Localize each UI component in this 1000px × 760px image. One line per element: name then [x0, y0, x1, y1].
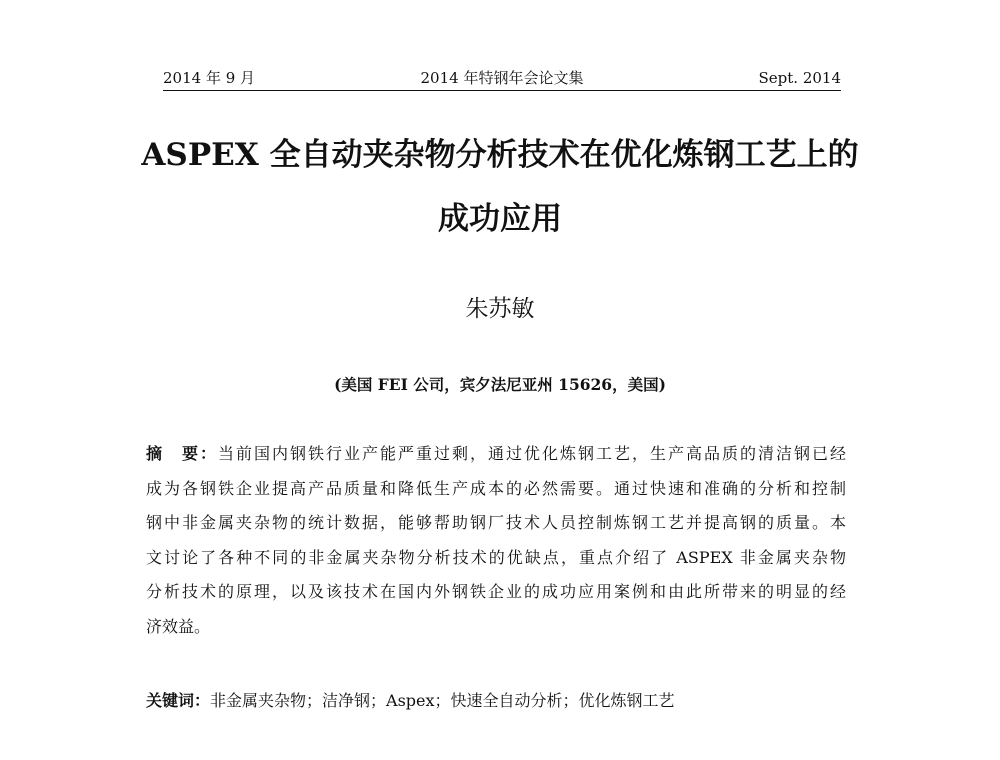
- keywords-text: 非金属夹杂物；洁净钢；Aspex；快速全自动分析；优化炼钢工艺: [210, 691, 675, 710]
- abstract-text: 当前国内钢铁行业产能严重过剩，通过优化炼钢工艺，生产高品质的清洁钢已经: [218, 444, 846, 463]
- author-affiliation: (美国 FEI 公司，宾夕法尼亚州 15626，美国): [334, 375, 666, 394]
- paper-title-line-2: 成功应用: [438, 201, 562, 237]
- paper-title-line-1: ASPEX 全自动夹杂物分析技术在优化炼钢工艺上的: [141, 137, 859, 173]
- abstract-line: 钢中非金属夹杂物的统计数据，能够帮助钢厂技术人员控制炼钢工艺并提高钢的质量。本: [146, 513, 846, 532]
- header-proceedings: 2014 年特钢年会论文集: [420, 69, 584, 87]
- author-name: 朱苏敏: [465, 296, 535, 322]
- header-date-cn: 2014 年 9 月: [163, 69, 256, 87]
- keywords: [146, 688, 846, 714]
- running-header: [163, 68, 841, 91]
- abstract-line: 分析技术的原理，以及该技术在国内外钢铁企业的成功应用案例和由此所带来的明显的经: [146, 582, 846, 601]
- header-date-en: Sept. 2014: [758, 69, 841, 87]
- abstract-line: 成为各钢铁企业提高产品质量和降低生产成本的必然需要。通过快速和准确的分析和控制: [146, 478, 846, 498]
- abstract-label: 摘: [146, 444, 182, 463]
- abstract-line: 济效益。: [146, 616, 211, 636]
- abstract: [146, 437, 846, 644]
- abstract-line: [146, 437, 846, 472]
- keywords-label: 关键词：: [146, 691, 211, 710]
- abstract-label-suffix: 要：: [182, 444, 218, 463]
- abstract-line: 文讨论了各种不同的非金属夹杂物分析技术的优缺点，重点介绍了 ASPEX 非金属夹杂物: [146, 547, 846, 567]
